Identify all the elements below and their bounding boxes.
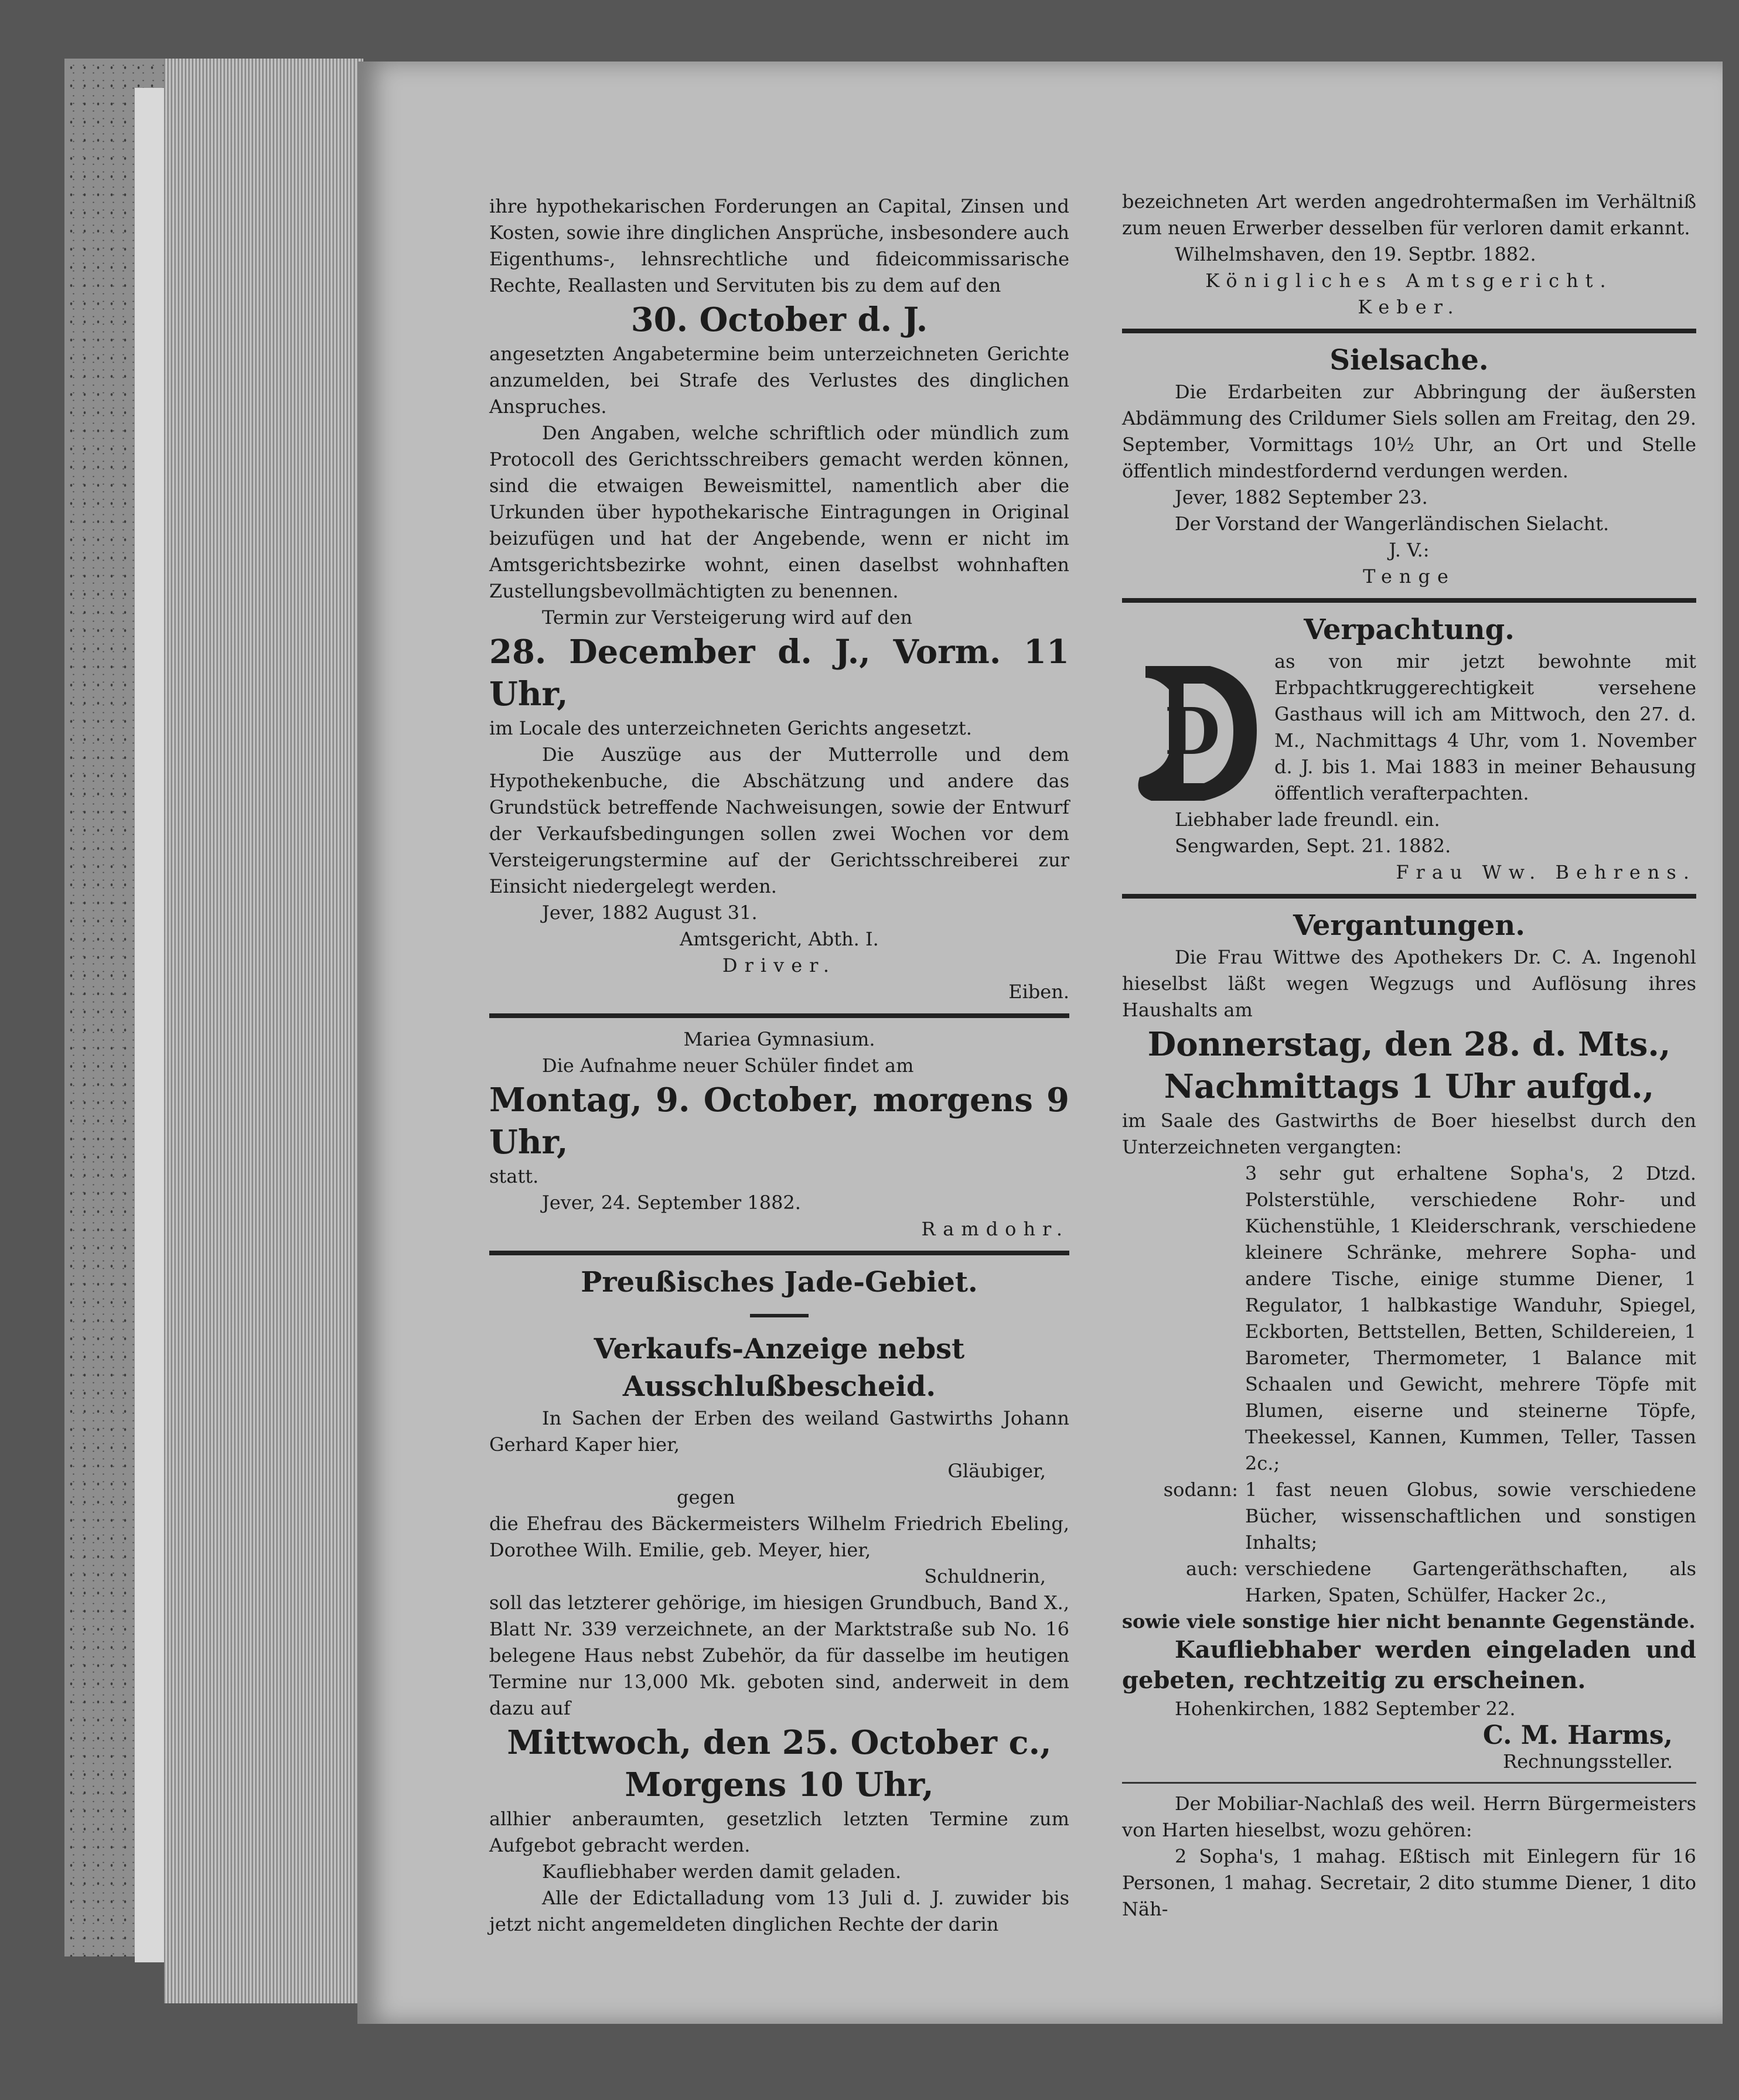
right-paragraph: Liebhaber lade freundl. ein. bbox=[1175, 808, 1440, 831]
auction-time: Nachmittags 1 Uhr aufgd., bbox=[1164, 1067, 1655, 1106]
left-paragraph: Den Angaben, welche schriftlich oder mündlich zum Protocoll des Gerichtsschreibers gemacht werden können, sind die etwaigen Beweismittel, namentlich aber die Urkunden über hypothekarische Eintragungen in Original beizufügen und hat der Angebende, wenn er nicht im Amtsgerichtsbezirke wohnt, einen daselbst wohnhaften Zustellungsbevollmächtigten zu benennen. bbox=[489, 422, 1069, 602]
left-paragraph: In Sachen der Erben des weiland Gastwirths Johann Gerhard Kaper hier, bbox=[489, 1407, 1069, 1456]
short-divider bbox=[750, 1314, 809, 1317]
left-paragraph: Die Auszüge aus der Mutterrolle und dem Hypothekenbuche, die Abschätzung und andere das Grundstück betreffende Nachweisungen, sowie der Entwurf der Verkaufsbedingungen sollen zwei Wochen vor dem Versteigerungstermine auf der Gerichtsschreiberei zur Einsicht niedergelegt werden. bbox=[489, 743, 1069, 897]
list-label: sodann: bbox=[1163, 1478, 1238, 1501]
place-date: Jever, 1882 September 23. bbox=[1175, 486, 1428, 508]
right-paragraph: Die Frau Wittwe des Apothekers Dr. C. A. Ingenohl hieselbst läßt wegen Wegzugs und Auflösung ihres Haushalts am bbox=[1122, 946, 1696, 1021]
left-paragraph: Die Aufnahme neuer Schüler findet am bbox=[542, 1054, 914, 1077]
signature-title: Rechnungssteller. bbox=[1503, 1750, 1673, 1773]
section-heading: Sielsache. bbox=[1329, 344, 1489, 377]
signature: Ramdohr. bbox=[921, 1218, 1069, 1240]
divider bbox=[1122, 598, 1696, 603]
dropcap-d-icon bbox=[1122, 654, 1263, 807]
left-paragraph: angesetzten Angabetermine beim unterzeichneten Gerichte anzumelden, bei Strafe des Verlustes des dinglichen Anspruches. bbox=[489, 343, 1069, 418]
list-item bbox=[1122, 1477, 1696, 1556]
court-name: Amtsgericht, Abth. I. bbox=[680, 928, 879, 950]
section-heading: Preußisches Jade-Gebiet. bbox=[581, 1266, 978, 1299]
auction-date: 28. December d. J., Vorm. 11 Uhr, bbox=[489, 633, 1069, 713]
signature-prefix: J. V.: bbox=[1389, 539, 1430, 561]
place-date: Jever, 1882 August 31. bbox=[542, 902, 758, 924]
section-heading: Vergantungen. bbox=[1293, 909, 1525, 942]
page-stack-edges bbox=[164, 59, 363, 2003]
list-label: auch: bbox=[1186, 1558, 1238, 1580]
left-paragraph: statt. bbox=[489, 1165, 539, 1187]
left-paragraph: die Ehefrau des Bäckermeisters Wilhelm Friedrich Ebeling, Dorothee Wilh. Emilie, geb. Meyer, hier, bbox=[489, 1512, 1069, 1561]
item-list: 1 fast neuen Globus, sowie verschiedene Bücher, wissenschaftlichen und sonstigen Inhalts; bbox=[1245, 1478, 1696, 1553]
signature: Keber. bbox=[1358, 296, 1461, 318]
place-date: Sengwarden, Sept. 21. 1882. bbox=[1175, 835, 1451, 857]
left-paragraph: Termin zur Versteigerung wird auf den bbox=[542, 606, 913, 629]
left-column bbox=[489, 193, 1069, 1938]
section-heading: Verpachtung. bbox=[1304, 613, 1515, 646]
divider bbox=[489, 1251, 1069, 1255]
school-date: Montag, 9. October, morgens 9 Uhr, bbox=[489, 1081, 1069, 1162]
party-label: Schuldnerin, bbox=[924, 1565, 1046, 1587]
deadline-date: 30. October d. J. bbox=[630, 301, 928, 339]
list-item bbox=[1122, 1556, 1696, 1609]
signature: Tenge bbox=[1363, 565, 1455, 588]
right-paragraph: Die Erdarbeiten zur Abbringung der äußersten Abdämmung des Crildumer Siels sollen am Freitag, den 29. September, Vormittags 10½ Uhr, an Ort und Stelle öffentlich mindestfordernd verdungen werden. bbox=[1122, 381, 1696, 482]
court-name: Königliches Amtsgericht. bbox=[1205, 269, 1613, 292]
item-list: 3 sehr gut erhaltene Sopha's, 2 Dtzd. Polsterstühle, verschiedene Rohr- und Küchenstühle, 1 Kleiderschrank, verschiedene kleinere Schränke, mehrere Sopha- und andere Tische, einige stumme Diener, 1 Regulator, 1 halbkastige Wanduhr, Spiegel, Eckborten, Bettstellen, Betten, Schildereien, 1 Barometer, Thermometer, 1 Balance mit Schaalen und Gewicht, mehrere Töpfe mit Blumen, eiserne und steinerne Töpfe, Theekessel, Kannen, Kummen, Teller, Tassen 2c.; bbox=[1245, 1162, 1696, 1474]
right-paragraph: Kaufliebhaber werden eingeladen und gebeten, rechtzeitig zu erscheinen. bbox=[1122, 1636, 1696, 1694]
divider bbox=[1122, 1782, 1696, 1784]
signature: Frau Ww. Behrens. bbox=[1396, 861, 1696, 883]
place-date: Jever, 24. September 1882. bbox=[542, 1191, 801, 1214]
divider bbox=[489, 1013, 1069, 1018]
place-date: Hohenkirchen, 1882 September 22. bbox=[1175, 1698, 1516, 1720]
signature: Driver. bbox=[722, 954, 837, 976]
right-paragraph: Der Mobiliar-Nachlaß des weil. Herrn Bürgermeisters von Harten hieselbst, wozu gehören: bbox=[1122, 1792, 1696, 1841]
place-date: Wilhelmshaven, den 19. Septbr. 1882. bbox=[1175, 243, 1536, 265]
party-label: gegen bbox=[677, 1486, 735, 1508]
right-paragraph: sowie viele sonstige hier nicht benannte Gegenstände. bbox=[1122, 1610, 1696, 1633]
divider bbox=[1122, 329, 1696, 333]
section-heading: Mariea Gymnasium. bbox=[683, 1028, 875, 1050]
left-paragraph: Kaufliebhaber werden damit geladen. bbox=[542, 1860, 902, 1883]
right-paragraph: bezeichneten Art werden angedrohtermaßen im Verhältniß zum neuen Erwerber desselben für verloren damit erkannt. bbox=[1122, 190, 1696, 239]
divider bbox=[1122, 894, 1696, 899]
left-paragraph: allhier anberaumten, gesetzlich letzten Termine zum Aufgebot gebracht werden. bbox=[489, 1808, 1069, 1856]
auction-date: Donnerstag, den 28. d. Mts., bbox=[1147, 1025, 1671, 1064]
board-name: Der Vorstand der Wangerländischen Sielacht. bbox=[1175, 513, 1610, 535]
left-paragraph: im Locale des unterzeichneten Gerichts angesetzt. bbox=[489, 717, 972, 739]
party-label: Gläubiger, bbox=[947, 1460, 1046, 1482]
section-heading: Verkaufs-Anzeige nebst Ausschlußbescheid. bbox=[594, 1333, 965, 1403]
right-paragraph: as von mir jetzt bewohnte mit Erbpachtkruggerechtigkeit versehene Gasthaus will ich am Mittwoch, den 27. d. M., Nachmittags 4 Uhr, vom 1. November d. J. bis 1. Mai 1883 in meiner Behausung öffentlich verafterpachten. bbox=[1274, 650, 1696, 804]
lease-notice bbox=[1122, 648, 1696, 807]
item-list: verschiedene Gartengeräthschaften, als Harken, Spaten, Schülfer, Hacker 2c., bbox=[1245, 1558, 1696, 1606]
item-list: 2 Sopha's, 1 mahag. Eßtisch mit Einlegern für 16 Personen, 1 mahag. Secretair, 2 dito stumme Diener, 1 dito Näh- bbox=[1122, 1845, 1696, 1920]
left-paragraph: soll das letzterer gehörige, im hiesigen Grundbuch, Band X., Blatt Nr. 339 verzeichnete, an der Marktstraße sub No. 16 belegene Haus nebst Zubehör, da für dasselbe im heutigen Termine nur 13,000 Mk. geboten sind, anderweit in dem dazu auf bbox=[489, 1592, 1069, 1719]
right-column bbox=[1122, 189, 1696, 1923]
signature: C. M. Harms, bbox=[1482, 1720, 1673, 1750]
svg-text:D: D bbox=[1164, 694, 1220, 769]
auction-date: Mittwoch, den 25. October c., bbox=[507, 1723, 1052, 1762]
left-paragraph: Alle der Edictalladung vom 13 Juli d. J. zuwider bis jetzt nicht angemeldeten dinglichen Rechte der darin bbox=[489, 1887, 1069, 1935]
left-paragraph: ihre hypothekarischen Forderungen an Capital, Zinsen und Kosten, sowie ihre dinglichen Ansprüche, insbesondere auch Eigenthums-, lehnsrechtliche und fideicommissarische Rechte, Reallasten und Servituten bis zu dem auf den bbox=[489, 195, 1069, 296]
auction-time: Morgens 10 Uhr, bbox=[625, 1766, 934, 1804]
right-paragraph: im Saale des Gastwirths de Boer hieselbst durch den Unterzeichneten vergangten: bbox=[1122, 1109, 1696, 1158]
signature: Eiben. bbox=[1008, 981, 1069, 1003]
